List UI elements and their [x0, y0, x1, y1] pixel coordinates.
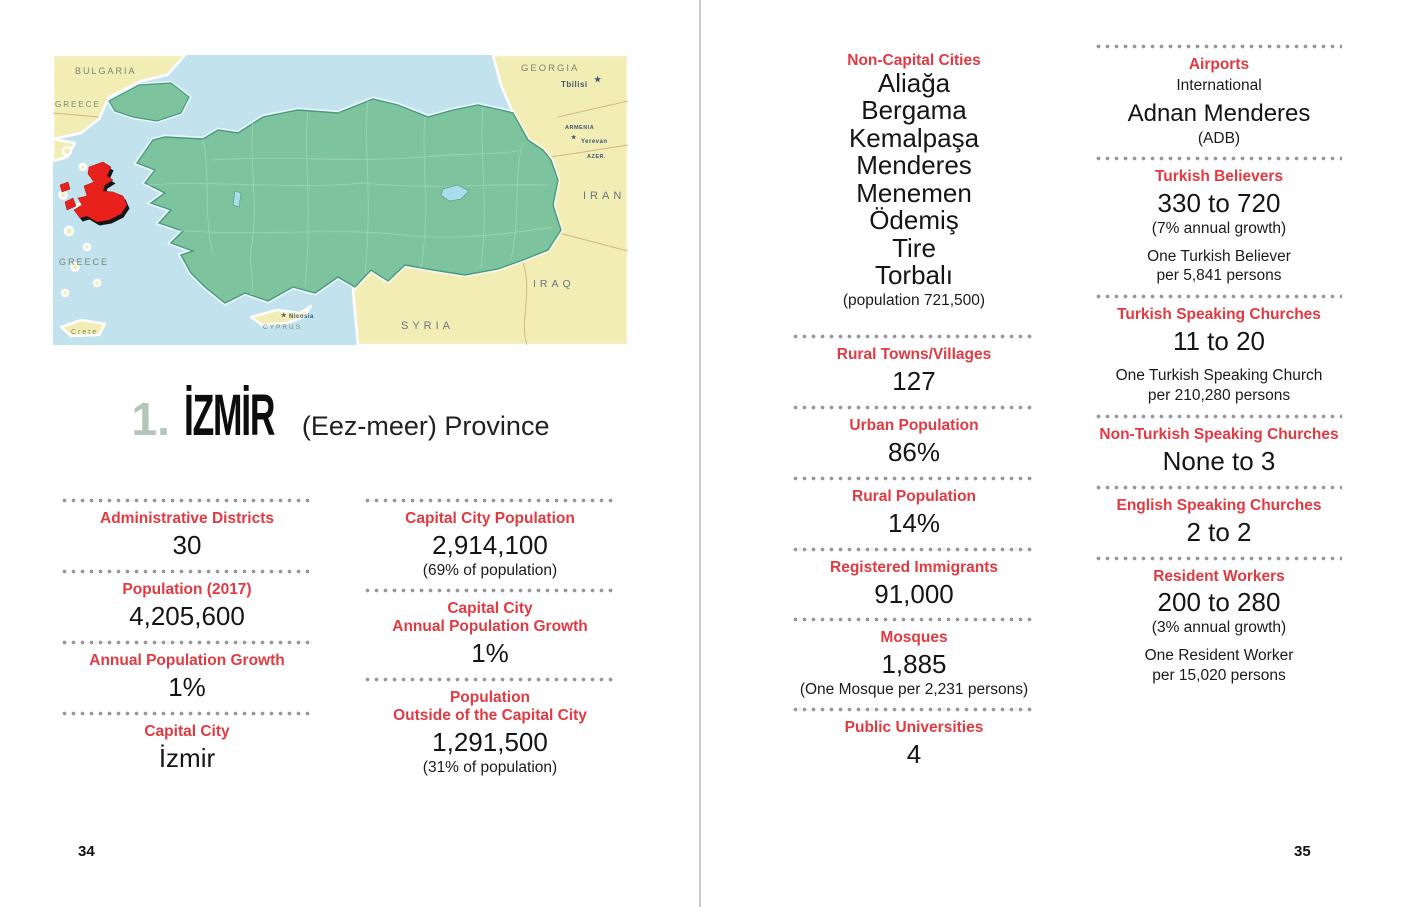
- stat-label: Annual Population Growth: [89, 651, 285, 669]
- dotted-separator: [793, 405, 1035, 410]
- stat-value: 127: [892, 365, 936, 396]
- stat-label: Capital City: [447, 599, 533, 617]
- cities-list: [793, 67, 1035, 291]
- capital-star-icon: ★: [571, 135, 577, 141]
- stat-mosques: [793, 617, 1035, 699]
- dotted-separator: [62, 711, 312, 716]
- dotted-separator: [365, 588, 615, 593]
- stat-label: Outside of the Capital City: [393, 706, 587, 724]
- stat-capital-city-growth: [365, 588, 615, 669]
- stat-label: Turkish Believers: [1154, 167, 1284, 185]
- left-page-stats-col2: [365, 498, 615, 785]
- right-page-stats-col2: [1096, 44, 1342, 694]
- province-pronunciation: (Eez-meer) Province: [301, 411, 550, 441]
- greek-island: [63, 147, 71, 155]
- stat-extra: One Turkish Speaking Church per 210,280 persons: [1115, 367, 1323, 404]
- dotted-separator: [62, 498, 312, 503]
- city-item: Menderes: [856, 150, 972, 181]
- stat-value: 1,885: [881, 649, 947, 680]
- dotted-separator: [62, 640, 312, 645]
- stat-resident-workers: [1096, 556, 1342, 687]
- greek-island: [62, 290, 68, 296]
- page-number-left: 34: [78, 843, 95, 860]
- map-label-tbilisi: Tbilisi: [561, 80, 588, 89]
- stat-label: Airports: [1188, 56, 1250, 73]
- stat-label: Population: [449, 688, 531, 706]
- stat-value: 30: [172, 529, 202, 560]
- turkey-locator-map: [53, 55, 628, 345]
- stat-label: Rural Population: [852, 487, 976, 505]
- city-item: Bergama: [861, 95, 967, 126]
- stat-rural-towns-villages: [793, 334, 1035, 397]
- stat-label: Capital City: [144, 722, 230, 740]
- capital-star-icon: ★: [281, 313, 287, 319]
- stat-non-turkish-speaking-churches: [1096, 414, 1342, 477]
- stat-english-speaking-churches: [1096, 485, 1342, 548]
- stat-airports: [1096, 44, 1342, 148]
- stat-value: 91,000: [874, 578, 954, 609]
- dotted-separator: [1096, 294, 1342, 299]
- map-label-armenia: ARMENIA: [565, 125, 595, 131]
- page-divider: [699, 0, 701, 907]
- map-label-iraq: IRAQ: [533, 278, 575, 290]
- stat-label: Annual Population Growth: [392, 617, 588, 635]
- map-label-syria: SYRIA: [401, 320, 455, 332]
- city-item: Aliağa: [877, 67, 951, 98]
- dotted-separator: [365, 677, 615, 682]
- stat-note: (One Mosque per 2,231 persons): [799, 681, 1029, 699]
- greek-island: [80, 164, 86, 170]
- stat-value: 4,205,600: [129, 600, 245, 631]
- stat-administrative-districts: [62, 498, 312, 561]
- capital-star-icon: ★: [594, 75, 602, 84]
- dotted-separator: [1096, 556, 1342, 561]
- dotted-separator: [62, 569, 312, 574]
- stat-label: Urban Population: [849, 416, 979, 434]
- greek-island: [84, 244, 90, 250]
- stat-value: 2 to 2: [1186, 516, 1252, 547]
- map-label-azerbaijan: AZER.: [587, 154, 606, 160]
- stat-registered-immigrants: [793, 547, 1035, 610]
- city-item: Ödemiş: [869, 205, 959, 236]
- map-label-crete: Crete: [71, 329, 99, 336]
- stat-extra: One Turkish Believer per 5,841 persons: [1147, 247, 1291, 285]
- stat-note: (population 721,500): [842, 291, 986, 309]
- stat-label: Administrative Districts: [100, 510, 274, 527]
- page-number-right: 35: [1294, 843, 1311, 860]
- stat-annual-population-growth: [62, 640, 312, 703]
- dotted-separator: [1096, 44, 1342, 49]
- stat-value: 200 to 280: [1157, 587, 1281, 618]
- city-item: Kemalpaşa: [848, 122, 980, 153]
- map-label-cyprus: CYPRUS: [263, 324, 303, 331]
- map-label-bulgaria: BULGARIA: [75, 66, 137, 76]
- stat-label: Non-Turkish Speaking Churches: [1099, 425, 1339, 443]
- stat-value: None to 3: [1162, 445, 1276, 476]
- turkey-map-svg: [53, 55, 628, 345]
- stat-label: Rural Towns/Villages: [836, 345, 992, 363]
- stat-non-capital-cities: [793, 52, 1035, 326]
- stat-note: (ADB): [1197, 129, 1241, 147]
- province-title: [53, 382, 628, 449]
- stat-population-2017: [62, 569, 312, 632]
- stat-value: 2,914,100: [432, 529, 548, 560]
- stat-value: 330 to 720: [1157, 187, 1281, 218]
- stat-label: Mosques: [880, 629, 948, 647]
- stat-label: Population (2017): [122, 580, 252, 598]
- map-label-nicosia: Nicosia: [289, 314, 314, 320]
- stat-value: 1,291,500: [432, 726, 548, 757]
- stat-rural-population: [793, 476, 1035, 539]
- stat-label: Registered Immigrants: [830, 558, 998, 576]
- stat-value: 11 to 20: [1172, 326, 1266, 357]
- dotted-separator: [365, 498, 615, 503]
- map-label-yerevan: Yerevan: [581, 139, 608, 145]
- stat-turkish-believers: [1096, 156, 1342, 287]
- stat-value: İzmir: [158, 742, 216, 773]
- stat-capital-city: [62, 711, 312, 774]
- stat-turkish-speaking-churches: [1096, 294, 1342, 406]
- city-item: Tire: [892, 232, 936, 263]
- dotted-separator: [1096, 156, 1342, 161]
- stat-label: Non-Capital Cities: [847, 52, 981, 69]
- dotted-separator: [793, 707, 1035, 712]
- greek-island: [94, 280, 100, 286]
- stat-label: Turkish Speaking Churches: [1117, 306, 1321, 324]
- stat-value: 14%: [887, 507, 941, 538]
- stat-population-outside-capital: [365, 677, 615, 777]
- map-label-greece-lower: GREECE: [59, 257, 110, 267]
- stat-label: English Speaking Churches: [1116, 496, 1322, 514]
- stat-note: (3% annual growth): [1151, 619, 1287, 637]
- stat-value: Adnan Menderes: [1127, 99, 1311, 127]
- stat-public-universities: [793, 707, 1035, 770]
- stat-subheading: International: [1176, 76, 1262, 94]
- stat-value: 86%: [887, 436, 941, 467]
- dotted-separator: [793, 547, 1035, 552]
- dotted-separator: [793, 476, 1035, 481]
- city-item: Menemen: [856, 177, 972, 208]
- dotted-separator: [1096, 414, 1342, 419]
- map-label-georgia: GEORGIA: [521, 63, 580, 74]
- stat-value: 1%: [471, 637, 509, 668]
- stat-value: 1%: [168, 671, 206, 702]
- stat-capital-city-population: [365, 498, 615, 580]
- stat-label: Resident Workers: [1153, 567, 1285, 585]
- dotted-separator: [793, 334, 1035, 339]
- greek-island: [60, 192, 67, 199]
- province-name: İZMİR: [183, 383, 275, 448]
- city-item: Torbalı: [874, 260, 954, 291]
- stat-value: 4: [906, 739, 922, 770]
- dotted-separator: [1096, 485, 1342, 490]
- map-label-greece-upper: GREECE: [55, 100, 101, 109]
- province-number: 1.: [131, 393, 170, 445]
- stat-label: Capital City Population: [405, 510, 575, 527]
- dotted-separator: [793, 617, 1035, 622]
- left-page-stats-col1: [62, 498, 312, 781]
- stat-note: (7% annual growth): [1151, 219, 1287, 237]
- stat-note: (69% of population): [422, 561, 558, 579]
- stat-note: (31% of population): [422, 758, 558, 776]
- stat-extra: One Resident Worker per 15,020 persons: [1144, 647, 1294, 685]
- stat-urban-population: [793, 405, 1035, 468]
- stat-label: Public Universities: [844, 719, 984, 737]
- right-page-stats-col1: [793, 52, 1035, 778]
- map-label-iran: IRAN: [583, 190, 626, 202]
- greek-island: [65, 227, 73, 235]
